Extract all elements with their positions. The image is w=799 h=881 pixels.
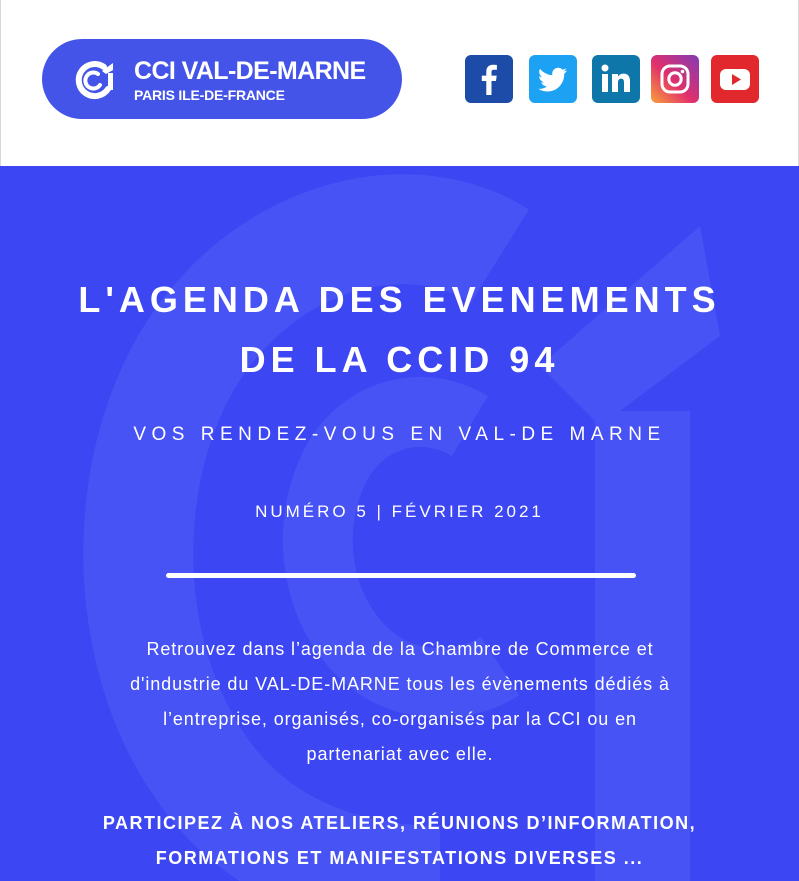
intro-line: l’entreprise, organisés, co-organisés par la CCI ou en [163,709,637,729]
brand-tagline: PARIS ILE-DE-FRANCE [134,87,285,103]
call-to-action [20,806,779,876]
linkedin-link[interactable] [592,55,640,103]
intro-line: d'industrie du VAL-DE-MARNE tous les évènements dédiés à [130,674,670,694]
facebook-link[interactable] [465,55,513,103]
cta-line: FORMATIONS ET MANIFESTATIONS DIVERSES ... [155,848,644,868]
brand-name: CCI VAL-DE-MARNE [134,57,366,85]
title-line: L'AGENDA DES EVENEMENTS [78,279,721,320]
facebook-icon [465,55,513,103]
newsletter-title [0,270,799,390]
newsletter-subtitle: VOS RENDEZ-VOUS EN VAL-DE MARNE [133,424,666,445]
intro-line: partenariat avec elle. [306,744,494,764]
divider [166,573,636,578]
brand-logo[interactable] [42,39,402,119]
youtube-icon [711,55,759,103]
cci-logo-icon [72,57,118,103]
intro-line: Retrouvez dans l’agenda de la Chambre de Commerce et [146,639,654,659]
twitter-link[interactable] [529,55,577,103]
cta-line: PARTICIPEZ À NOS ATELIERS, RÉUNIONS D’INFORMATION, [102,813,697,833]
youtube-link[interactable] [711,55,759,103]
hero-banner [0,166,799,881]
twitter-icon [529,55,577,103]
instagram-link[interactable] [651,55,699,103]
linkedin-icon [592,55,640,103]
title-line: DE LA CCID 94 [239,339,560,380]
email-header [0,0,799,166]
issue-number: NUMÉRO 5 | FÉVRIER 2021 [255,502,544,521]
intro-text [60,632,740,772]
instagram-icon [651,55,699,103]
